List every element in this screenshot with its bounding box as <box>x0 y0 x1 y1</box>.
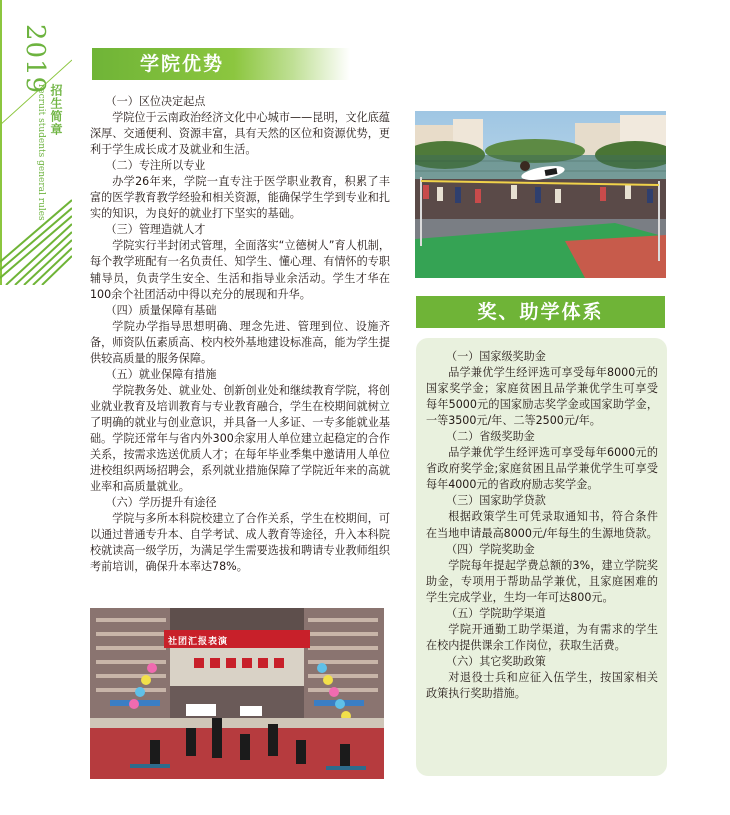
aid-body <box>426 349 658 702</box>
club-performance-photo <box>90 608 384 779</box>
paragraph: 根据政策学生可凭录取通知书，符合条件在当地申请最高8000元/年每生的生源地贷款。 <box>426 510 658 540</box>
subheading: （一）国家级奖助金 <box>445 350 546 363</box>
subheading: （五）学院助学渠道 <box>445 606 546 620</box>
paragraph: 学院教务处、就业处、创新创业处和继续教育学院，将创业就业教育及培训教育与专业教育融合，学生在校期间就树立了明确的就业与创业意识，并具备一人多证、一专多能就业基础。学院还常年与省内外300余家用人单位建立起稳定的合作关系，按需求选送优质人才；在每年毕业季集中邀请用人单位进校组织两场招聘会，系列就业措施保障了学院近年来的高就业率和高质量就业。 <box>90 383 390 494</box>
paragraph: 办学26年来，学院一直专注于医学职业教育，积累了丰富的医学教育教学经验和相关资源，能确保学生学到专业和扎实的知识，为良好的就业打下坚实的基础。 <box>90 175 390 221</box>
paragraph: 对退役士兵和应征入伍学生，按国家相关政策执行奖助措施。 <box>426 670 658 700</box>
subheading: （五）就业保障有措施 <box>105 367 217 381</box>
paragraph: 学院与多所本科院校建立了合作关系，学生在校期间，可以通过普通专升本、自学考试、成人教育等途径，升入本科院校就读高一级学历，为满足学生需要选拔和聘请专业教师组织考前培训，确保升本率达78%。 <box>90 512 390 574</box>
subheading: （三）管理造就人才 <box>105 223 206 237</box>
paragraph: 学院位于云南政治经济文化中心城市——昆明，文化底蕴深厚、交通便利、资源丰富，具有天然的区位和资源优势，更利于学生成长成才及就业和生活。 <box>90 111 390 157</box>
paragraph: 品学兼优学生经评选可享受每年8000元的国家奖学金；家庭贫困且品学兼优学生可享受每年5000元的国家励志奖学金或国家助学金，一等3500元/年、二等2500元/年。 <box>426 366 658 428</box>
advantages-body <box>90 94 390 575</box>
subheading: （三）国家助学贷款 <box>445 494 546 508</box>
paragraph: 品学兼优学生经评选可享受每年6000元的省政府奖学金;家庭贫困且品学兼优学生可享受每年4000元的省政府励志奖学金。 <box>426 446 658 492</box>
subheading: （二）专注所以专业 <box>105 159 206 173</box>
paragraph: 学院开通勤工助学渠道，为有需求的学生在校内提供课余工作岗位，获取生活费。 <box>426 622 658 652</box>
aid-title: 奖、助学体系 <box>416 296 665 328</box>
high-jump-photo <box>415 111 666 278</box>
sidebar-strip <box>0 0 72 285</box>
subheading: （四）学院奖助金 <box>445 542 535 556</box>
subheading: （六）其它奖助政策 <box>445 654 546 668</box>
subheading: （二）省级奖助金 <box>445 430 535 444</box>
performance-banner: 社团汇报表演 <box>168 637 229 647</box>
brochure-label-en: recruit students general rules <box>36 84 46 221</box>
subheading: （一）区位决定起点 <box>105 95 206 108</box>
advantages-title: 学院优势 <box>92 48 350 80</box>
year-label: 2019 <box>20 24 50 95</box>
paragraph: 学院办学指导思想明确、理念先进、管理到位、设施齐备，师资队伍素质高、校内校外基地建设标准高，能为学生提供较高质量的服务保障。 <box>90 319 390 365</box>
paragraph: 学院每年提起学费总额的3%，建立学院奖助金，专项用于帮助品学兼优，且家庭困难的学生完成学业，生均一年可达800元。 <box>426 558 658 604</box>
brochure-label: 招生简章 <box>49 84 63 136</box>
paragraph: 学院实行半封闭式管理，全面落实“立德树人”育人机制，每个教学班配有一名负责任、知学生、懂心理、有情怀的专职辅导员，负责学生安全、生活和指导业余活动。学生才华在100余个社团活动中得以充分的展现和升华。 <box>90 239 390 301</box>
subheading: （六）学历提升有途径 <box>105 496 217 510</box>
subheading: （四）质量保障有基础 <box>105 303 217 317</box>
